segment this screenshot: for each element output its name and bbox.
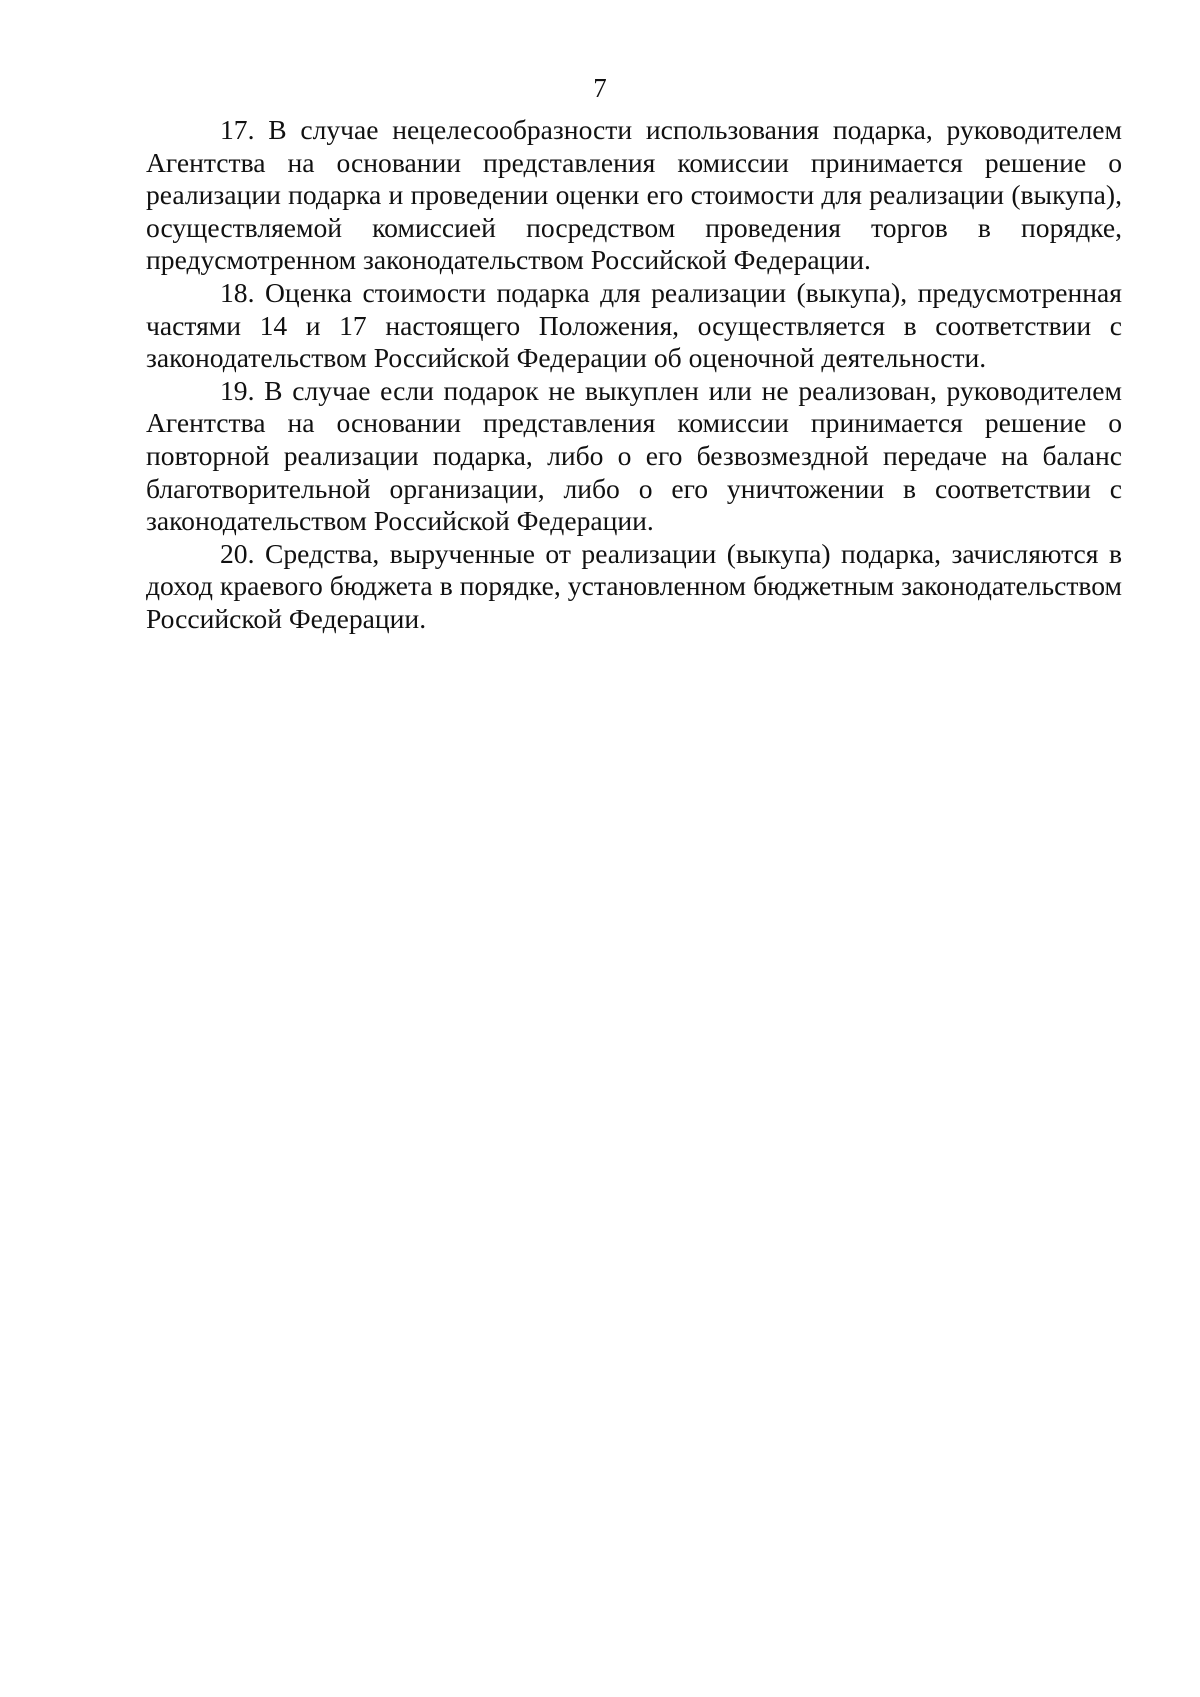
paragraph-19: 19. В случае если подарок не выкуплен или не реализован, руководителем Агентства на основании представления комиссии принимается решение о повторной реализации подарка, либо о его безвозмездной передаче на баланс благотворительной организации, либо о его уничтожении в соответствии с законодательством Российской Федерации. [146,374,1122,537]
document-body [146,114,1122,636]
page-number: 7 [593,73,607,103]
paragraph-18: 18. Оценка стоимости подарка для реализации (выкупа), предусмотренная частями 14 и 17 настоящего Положения, осуществляется в соответствии с законодательством Российской Федерации об оценочной деятельности. [146,276,1122,374]
paragraph-20: 20. Средства, вырученные от реализации (выкупа) подарка, зачисляются в доход краевого бюджета в порядке, установленном бюджетным законодательством Российской Федерации. [146,537,1122,634]
paragraph-17: 17. В случае нецелесообразности использования подарка, руководителем Агентства на основании представления комиссии принимается решение о реализации подарка и проведении оценки его стоимости для реализации (выкупа), осуществляемой комиссией посредством проведения торгов в порядке, предусмотренном законодательством Российской Федерации. [146,114,1122,276]
